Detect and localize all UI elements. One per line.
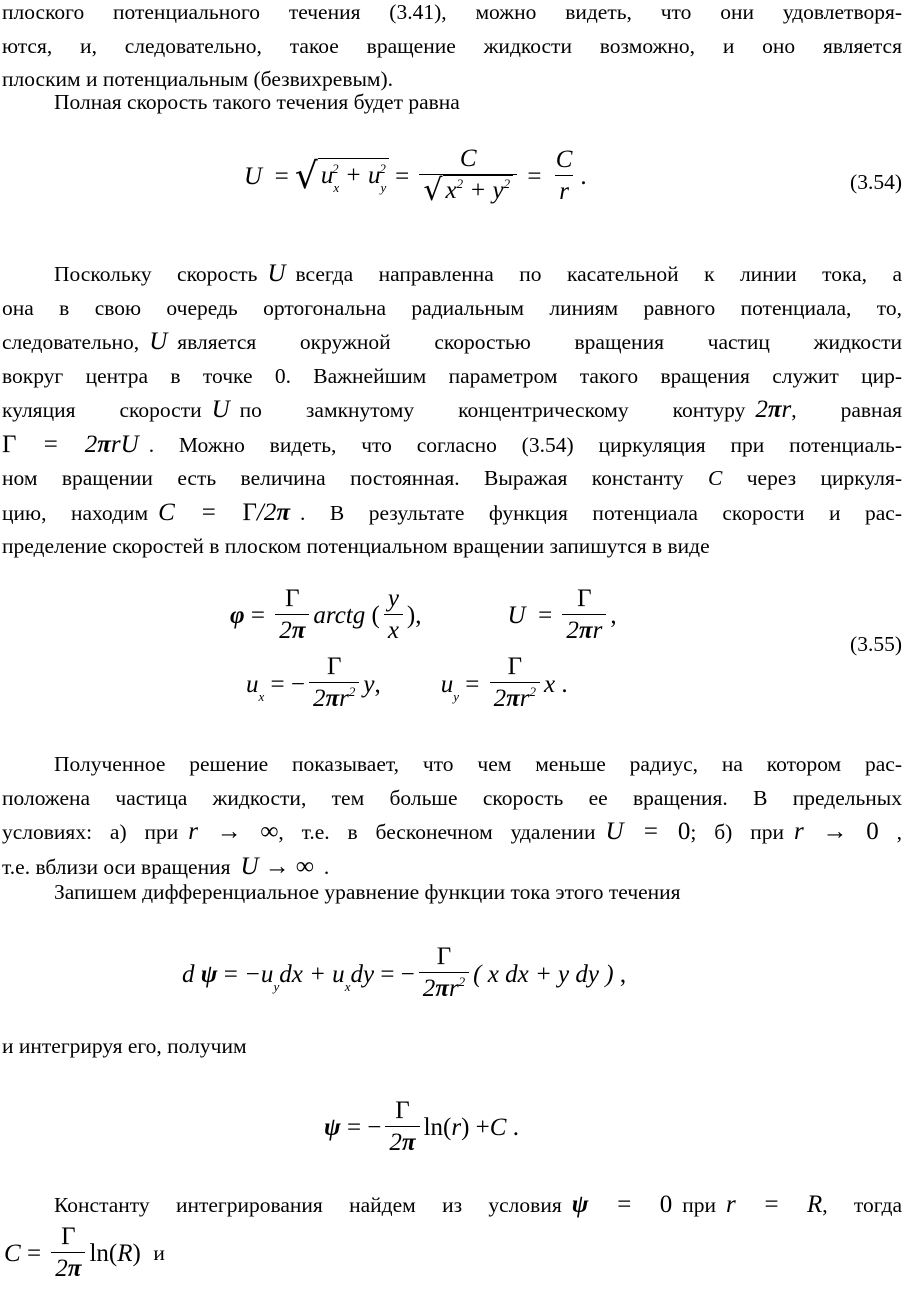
equation-dpsi: d ψ = $-u_ydx + u_xdy$ = − $\frac{\Gamma}{2\pi r^2}$ ( x dx + y dy ) ,	[182, 942, 626, 1008]
equation-3-55-row1: φ = $\frac{\Gamma}{2\pi}$ arctg ( $\frac{y}{x}$ ), U = $\frac{\Gamma}{2\pi r}$ ,	[230, 584, 617, 647]
paragraph-lead-354	[54, 86, 894, 120]
text-span: цию, находим	[2, 500, 149, 525]
text-span: является окружной скоростью вращения частиц жидкости	[177, 330, 902, 354]
equation-3-54: U = √ $u_x^2 + u_y^2$ = C √ $x^2 + y^2$ = $\frac{C}{r}$ .	[244, 145, 587, 208]
text-line: положена частица жидкости, тем больше скорость ее вращения. В предельных	[2, 785, 902, 810]
text-line: ются, и, следовательно, такое вращение жидкости возможно, и оно является	[2, 33, 902, 58]
text-span: всегда направленна по касательной к линии тока, а	[295, 262, 902, 286]
text-span: по замкнутому концентрическому контуру	[239, 398, 746, 422]
text-span: через циркуля-	[746, 466, 903, 490]
text-span: ; б) при	[690, 820, 784, 844]
text-span: .	[323, 854, 330, 879]
equation-psi: ψ = − $\frac{\Gamma}{2\pi}$ ln( r ) + C .	[324, 1096, 519, 1159]
text-line: она в свою очередь ортогональна радиальным линиям равного потенциала, то,	[2, 295, 902, 320]
text-line: Запишем дифференциальное уравнение функции тока этого течения	[54, 880, 681, 904]
text-span: т.е. вблизи оси вращения	[2, 854, 231, 879]
text-span: , тогда	[822, 1193, 903, 1217]
text-span: . Можно видеть, что согласно (3.54) циркуляция при потенциаль-	[148, 432, 902, 457]
text-line: Полная скорость такого течения будет равна	[54, 90, 460, 114]
text-span: , т.е. в бесконечном удалении	[278, 820, 596, 844]
text-span: , равная	[791, 398, 902, 422]
text-span: . В результате функция потенциала скорости и рас-	[300, 500, 903, 525]
equation-constant: C = $\frac{\Gamma}{2\pi}$ ln( R ) и	[4, 1222, 165, 1285]
text-line: плоского потенциального течения (3.41), можно видеть, что они удовлетворя-	[2, 0, 902, 24]
text-span: Поскольку скорость	[54, 262, 258, 286]
text-span: ном вращении есть величина постоянная. Выражая константу	[2, 466, 684, 490]
equation-3-55-row2: $u_x$ = − $\frac{\Gamma}{2\pi r^2}$ y , $u_y$ = $\frac{\Gamma}{2\pi r^2}$ x .	[246, 652, 568, 718]
text-span: условиях: а) при	[2, 820, 179, 844]
text-span: и	[153, 1241, 165, 1265]
paragraph-circulation: Поскольку скорость U всегда направленна по касательной к линии тока, а она в свою очередь ортогональна радиальным линиям равного потенциала, то, следовательно, U является окружной скоростью вращения частиц жидкости вокруг центра в точке 0. Важнейшим параметром такого вращения служит цир- куляция скорости U по замкнутому концентрическому контуру 2πr, равная Γ = 2πrU . Можно видеть, что согласно (3.54) циркуляция при потенциаль- ном вращении есть величина постоянная. Выражая константу C через циркуля- цию, находим C = Γ/2π . В результате функция потенциала скорости и рас- пределение скоростей в плоском потенциальном вращении запишутся в виде	[2, 257, 902, 564]
paragraph-integrate	[2, 1030, 902, 1064]
paragraph-constant: Константу интегрирования найдем из условия ψ = 0 при r = R, тогда	[54, 1191, 903, 1218]
equation-number: (3.55)	[850, 632, 902, 656]
text-span: куляция скорости	[2, 398, 202, 422]
paragraph-solution: Полученное решение показывает, что чем меньше радиус, на котором рас- положена частица жидкости, тем больше скорость ее вращения. В предельных условиях: а) при r → ∞, т.е. в бесконечном удалении U = 0; б) при r → 0 , т.е. вблизи оси вращения U → ∞ .	[2, 748, 902, 884]
text-line: Полученное решение показывает, что чем меньше радиус, на котором рас-	[54, 752, 902, 776]
equation-number: (3.54)	[850, 170, 902, 194]
text-line: плоским и потенциальным (безвихревым).	[2, 67, 394, 91]
paragraph-lead-stream	[54, 876, 894, 910]
text-line: вокруг центра в точке 0. Важнейшим параметром такого вращения служит цир-	[2, 363, 902, 388]
text-span: при	[682, 1193, 716, 1217]
text-span: Константу интегрирования найдем из условия	[54, 1193, 562, 1217]
paragraph-intro	[2, 0, 902, 97]
text-line: пределение скоростей в плоском потенциальном вращении запишутся в виде	[2, 534, 710, 558]
text-line: и интегрируя его, получим	[2, 1034, 247, 1058]
text-span: следовательно,	[2, 330, 140, 354]
